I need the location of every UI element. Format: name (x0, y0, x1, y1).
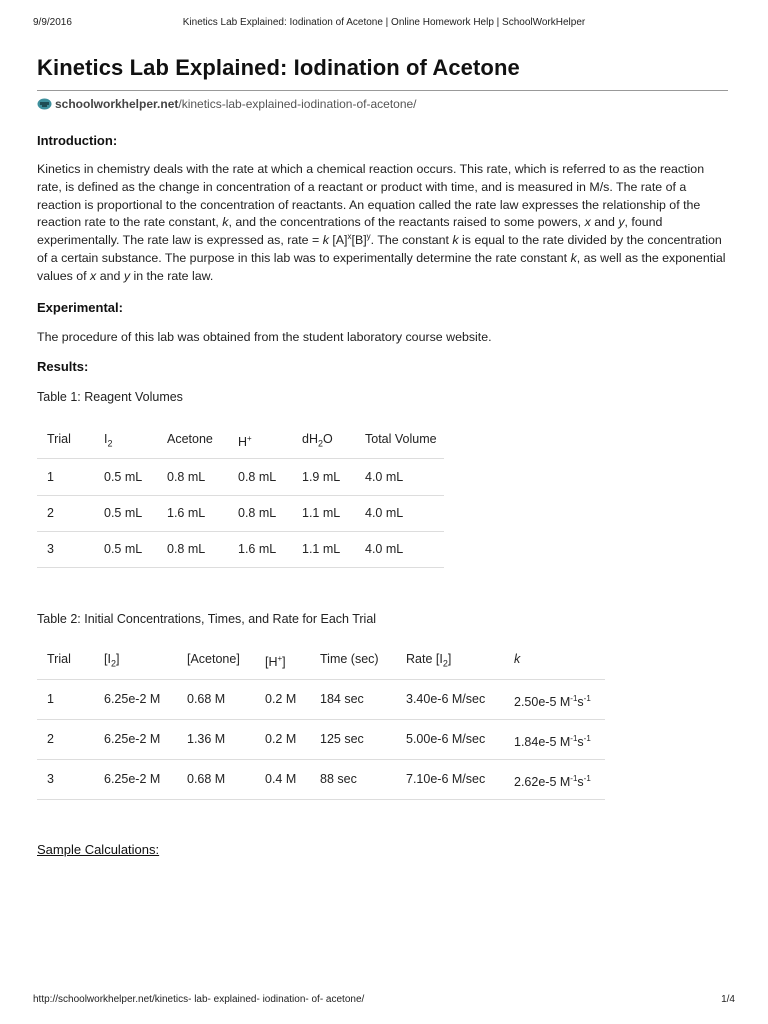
article-title: Kinetics Lab Explained: Iodination of Acetone (37, 55, 520, 80)
site-favicon-icon (37, 98, 52, 110)
cell: 4.0 mL (355, 458, 444, 495)
cell: 6.25e-2 M (94, 759, 177, 799)
cell: 6.25e-2 M (94, 719, 177, 759)
cell: 1.9 mL (292, 458, 355, 495)
experimental-heading: Experimental: (37, 300, 123, 315)
cell: 184 sec (310, 679, 396, 719)
cell: 5.00e-6 M/sec (396, 719, 504, 759)
cell-k: 2.62e-5 $M^{-1}s^{-1}$ (504, 759, 605, 799)
source-path: /kinetics-lab-explained-iodination-of-acetone/ (178, 97, 417, 111)
cell: 2 (37, 719, 94, 759)
cell: 1.1 mL (292, 531, 355, 567)
cell-k: 2.50e-5 $M^{-1}s^{-1}$ (504, 679, 605, 719)
experimental-text: The procedure of this lab was obtained from the student laboratory course website. (37, 330, 492, 344)
cell: 1.6 mL (228, 531, 292, 567)
title-divider (37, 90, 728, 91)
table-row (37, 531, 444, 567)
table-row (37, 458, 444, 495)
source-link[interactable] (37, 97, 417, 111)
header-i2: $I_2$ (94, 420, 157, 458)
header-h-concentration: [H+] (255, 640, 310, 679)
table-row (37, 679, 605, 719)
table2-caption: Table 2: Initial Concentrations, Times, and Rate for Each Trial (37, 612, 377, 626)
table-row (37, 719, 605, 759)
header-rate: Rate $[I_2]$ (396, 640, 504, 679)
introduction-heading: Introduction: (37, 133, 118, 148)
print-header (33, 17, 735, 31)
header-acetone: Acetone (157, 420, 228, 458)
print-footer (33, 994, 735, 1008)
cell: 6.25e-2 M (94, 679, 177, 719)
cell: 0.5 mL (94, 531, 157, 567)
header-acetone-concentration: [Acetone] (177, 640, 255, 679)
cell: 1 (37, 458, 94, 495)
cell: 0.8 mL (228, 458, 292, 495)
print-url: http://schoolworkhelper.net/kinetics- lab- explained- iodination- of- acetone/ (33, 994, 365, 1005)
reagent-volumes-table (37, 420, 444, 568)
cell: 3 (37, 759, 94, 799)
results-heading: Results: (37, 359, 89, 374)
header-i2-concentration: $[I_2]$ (94, 640, 177, 679)
table-header-row (37, 420, 444, 458)
table1-caption: Table 1: Reagent Volumes (37, 390, 183, 404)
cell: 1.6 mL (157, 495, 228, 531)
cell: 3.40e-6 M/sec (396, 679, 504, 719)
cell: 0.5 mL (94, 458, 157, 495)
table-header-row (37, 640, 605, 679)
cell: 1.1 mL (292, 495, 355, 531)
sample-calculations-heading: Sample Calculations: (37, 842, 160, 857)
cell: 3 (37, 531, 94, 567)
header-time: Time (sec) (310, 640, 396, 679)
header-k: k (504, 640, 605, 679)
cell: 0.2 M (255, 679, 310, 719)
header-water: $dH_2O$ (292, 420, 355, 458)
cell: 4.0 mL (355, 495, 444, 531)
cell: 0.68 M (177, 679, 255, 719)
cell: 2 (37, 495, 94, 531)
cell: 0.5 mL (94, 495, 157, 531)
cell: 1 (37, 679, 94, 719)
cell: 0.68 M (177, 759, 255, 799)
print-page-title: Kinetics Lab Explained: Iodination of Acetone | Online Homework Help | SchoolWorkHelper (182, 17, 586, 28)
cell: 125 sec (310, 719, 396, 759)
table-row (37, 495, 444, 531)
cell: 0.2 M (255, 719, 310, 759)
cell-k: 1.84e-5 $M^{-1}s^{-1}$ (504, 719, 605, 759)
cell: 88 sec (310, 759, 396, 799)
table-row (37, 759, 605, 799)
cell: 4.0 mL (355, 531, 444, 567)
cell: 0.8 mL (157, 531, 228, 567)
header-trial: Trial (37, 640, 94, 679)
cell: 7.10e-6 M/sec (396, 759, 504, 799)
cell: 0.8 mL (228, 495, 292, 531)
page-number: 1/4 (721, 994, 735, 1005)
source-domain: schoolworkhelper.net (55, 97, 179, 111)
header-total-volume: Total Volume (355, 420, 444, 458)
cell: 1.36 M (177, 719, 255, 759)
cell: 0.4 M (255, 759, 310, 799)
header-trial: Trial (37, 420, 94, 458)
introduction-paragraph: Kinetics in chemistry deals with the rate at which a chemical reaction occurs. This rate, which is referred to as the reaction rate, is defined as the change in concentration of a reactant or product with time, and is measured in M/s. The rate of a reaction is proportional to the concentration of reactants. An equation called the rate law expresses the relationship of the reaction rate to the rate constant, k, and the concentrations of the reactants raised to some powers, x and y, found experimentally. The rate law is expressed as, rate = k $[A]^x[B]^y$. The constant k is equal to the rate divided by the concentration of a certain substance. The purpose in this lab was to experimentally determine the rate constant k, as well as the exponential values of x and y in the rate law. (37, 162, 726, 283)
header-h-plus: H+ (228, 420, 292, 458)
concentrations-table (37, 640, 605, 800)
cell: 0.8 mL (157, 458, 228, 495)
print-date: 9/9/2016 (33, 17, 72, 28)
